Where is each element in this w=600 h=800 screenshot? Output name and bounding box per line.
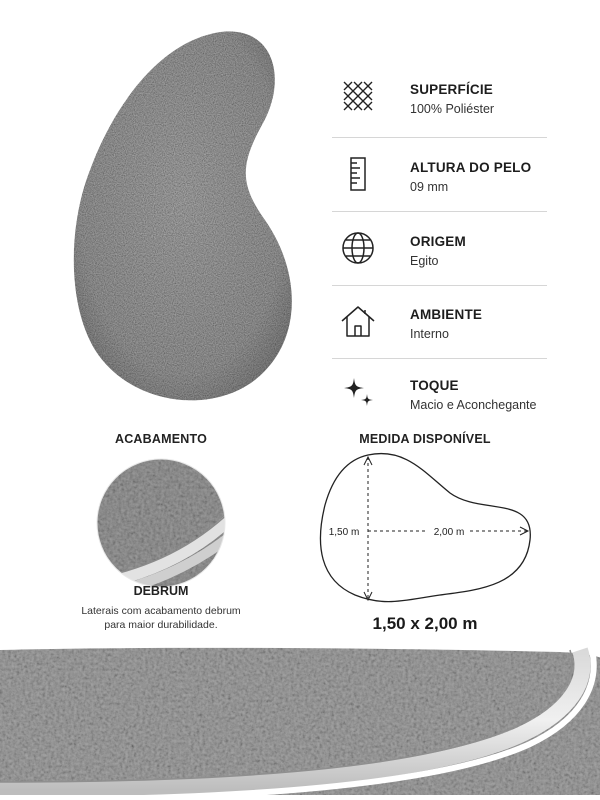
edge-detail-image <box>96 458 226 588</box>
spec-value: Egito <box>410 254 439 268</box>
edge-finish-description <box>0 604 322 632</box>
house-icon <box>338 301 378 341</box>
globe-icon <box>338 228 378 268</box>
spec-pile-height <box>338 148 548 212</box>
width-label: 2,00 m <box>433 527 465 538</box>
divider <box>332 137 547 138</box>
spec-value: Macio e Aconchegante <box>410 398 537 412</box>
finish-title: ACABAMENTO <box>114 432 208 446</box>
description-line: Laterais com acabamento debrum <box>81 605 241 617</box>
size-value: 1,50 x 2,00 m <box>372 614 478 633</box>
rug-closeup-image <box>0 640 600 800</box>
spec-title: TOQUE <box>410 378 459 393</box>
sparkle-icon <box>338 372 378 412</box>
divider <box>332 285 547 286</box>
description-line: para maior durabilidade. <box>104 619 218 631</box>
spec-value: 09 mm <box>410 180 449 194</box>
spec-origin <box>338 222 548 286</box>
size-diagram <box>310 445 540 615</box>
spec-title: SUPERFÍCIE <box>410 82 494 97</box>
divider <box>332 211 547 212</box>
mesh-icon <box>338 76 378 116</box>
height-label: 1,50 m <box>328 527 360 538</box>
spec-value: Interno <box>410 327 449 341</box>
rug-image <box>70 20 310 405</box>
spec-touch <box>338 366 548 430</box>
divider <box>332 358 547 359</box>
ruler-icon <box>338 154 378 194</box>
spec-value: 100% Poliéster <box>410 102 495 116</box>
measure-title: MEDIDA DISPONÍVEL <box>359 432 491 446</box>
spec-title: AMBIENTE <box>410 307 483 322</box>
edge-finish-label: DEBRUM <box>133 584 189 598</box>
spec-environment <box>338 295 548 359</box>
spec-title: ALTURA DO PELO <box>410 160 532 175</box>
spec-surface <box>338 70 548 134</box>
spec-title: ORIGEM <box>410 234 466 249</box>
